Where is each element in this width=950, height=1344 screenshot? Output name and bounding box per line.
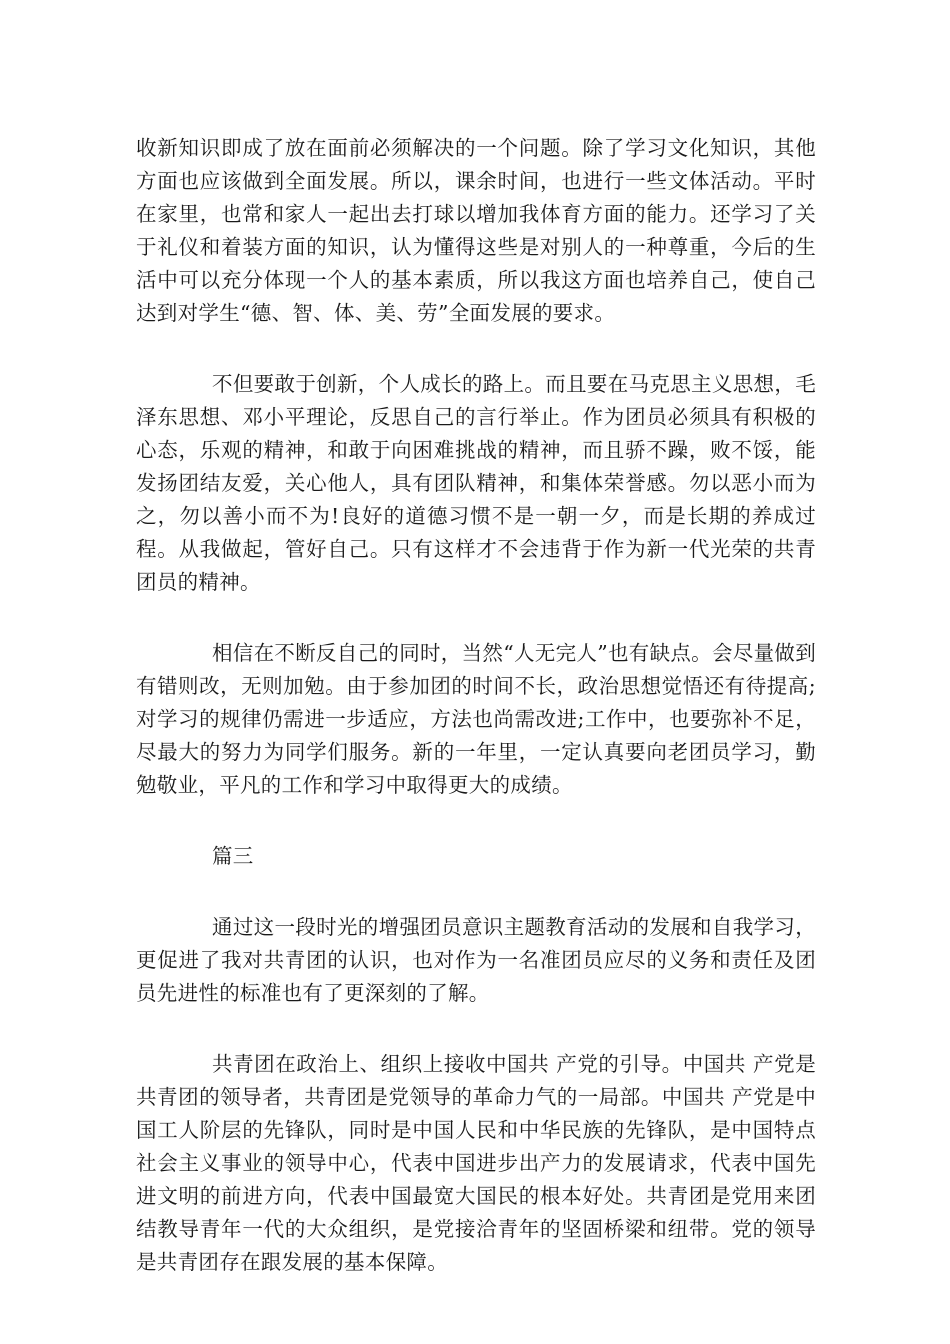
document-body [136, 132, 816, 1317]
paragraph-education-activity: 通过这一段时光的增强团员意识主题教育活动的发展和自我学习，更促进了我对共青团的认识，也对作为一名准团员应尽的义务和责任及团员先进性的标准也有了更深刻的了解。 [136, 915, 816, 1005]
paragraph-league-leadership: 共青团在政治上、组织上接收中国共 产党的引导。中国共 产党是共青团的领导者，共青团是党领导的革命力气的一局部。中国共 产党是中国工人阶层的先锋队，同时是中国人民和中华民族的先锋队，是中国特点社会主义事业的领导中心，代表中国进步出产力的发展请求，代表中国先进文明的前进方向，代表中国最宽大国民的根本好处。共青团是党用来团结教导青年一代的大众组织，是党接洽青年的坚固桥梁和纽带。党的领导是共青团存在跟发展的基本保障。 [136, 1052, 816, 1274]
paragraph-continuation: 收新知识即成了放在面前必须解决的一个问题。除了学习文化知识，其他方面也应该做到全面发展。所以，课余时间，也进行一些文体活动。平时在家里，也常和家人一起出去打球以增加我体育方面的能力。还学习了关于礼仪和着装方面的知识，认为懂得这些是对别人的一种尊重，今后的生活中可以充分体现一个人的基本素质，所以我这方面也培养自己，使自己达到对学生“德、智、体、美、劳”全面发展的要求。 [136, 136, 816, 325]
paragraph-innovation: 不但要敢于创新，个人成长的路上。而且要在马克思主义思想，毛泽东思想、邓小平理论，反思自己的言行举止。作为团员必须具有积极的心态，乐观的精神，和敢于向困难挑战的精神，而且骄不躁，败不馁，能发扬团结友爱，关心他人，具有团队精神，和集体荣誉感。勿以恶小而为之，勿以善小而不为!良好的道德习惯不是一朝一夕，而是长期的养成过程。从我做起，管好自己。只有这样才不会违背于作为新一代光荣的共青团员的精神。 [136, 372, 816, 594]
section-heading: 篇三 [212, 844, 254, 868]
paragraph-self-reflection: 相信在不断反自己的同时，当然“人无完人”也有缺点。会尽量做到有错则改，无则加勉。由于参加团的时间不长，政治思想觉悟还有待提高;对学习的规律仍需进一步适应，方法也尚需改进;工作中，也要弥补不足，尽最大的努力为同学们服务。新的一年里，一定认真要向老团员学习，勤勉敬业，平凡的工作和学习中取得更大的成绩。 [136, 641, 816, 797]
